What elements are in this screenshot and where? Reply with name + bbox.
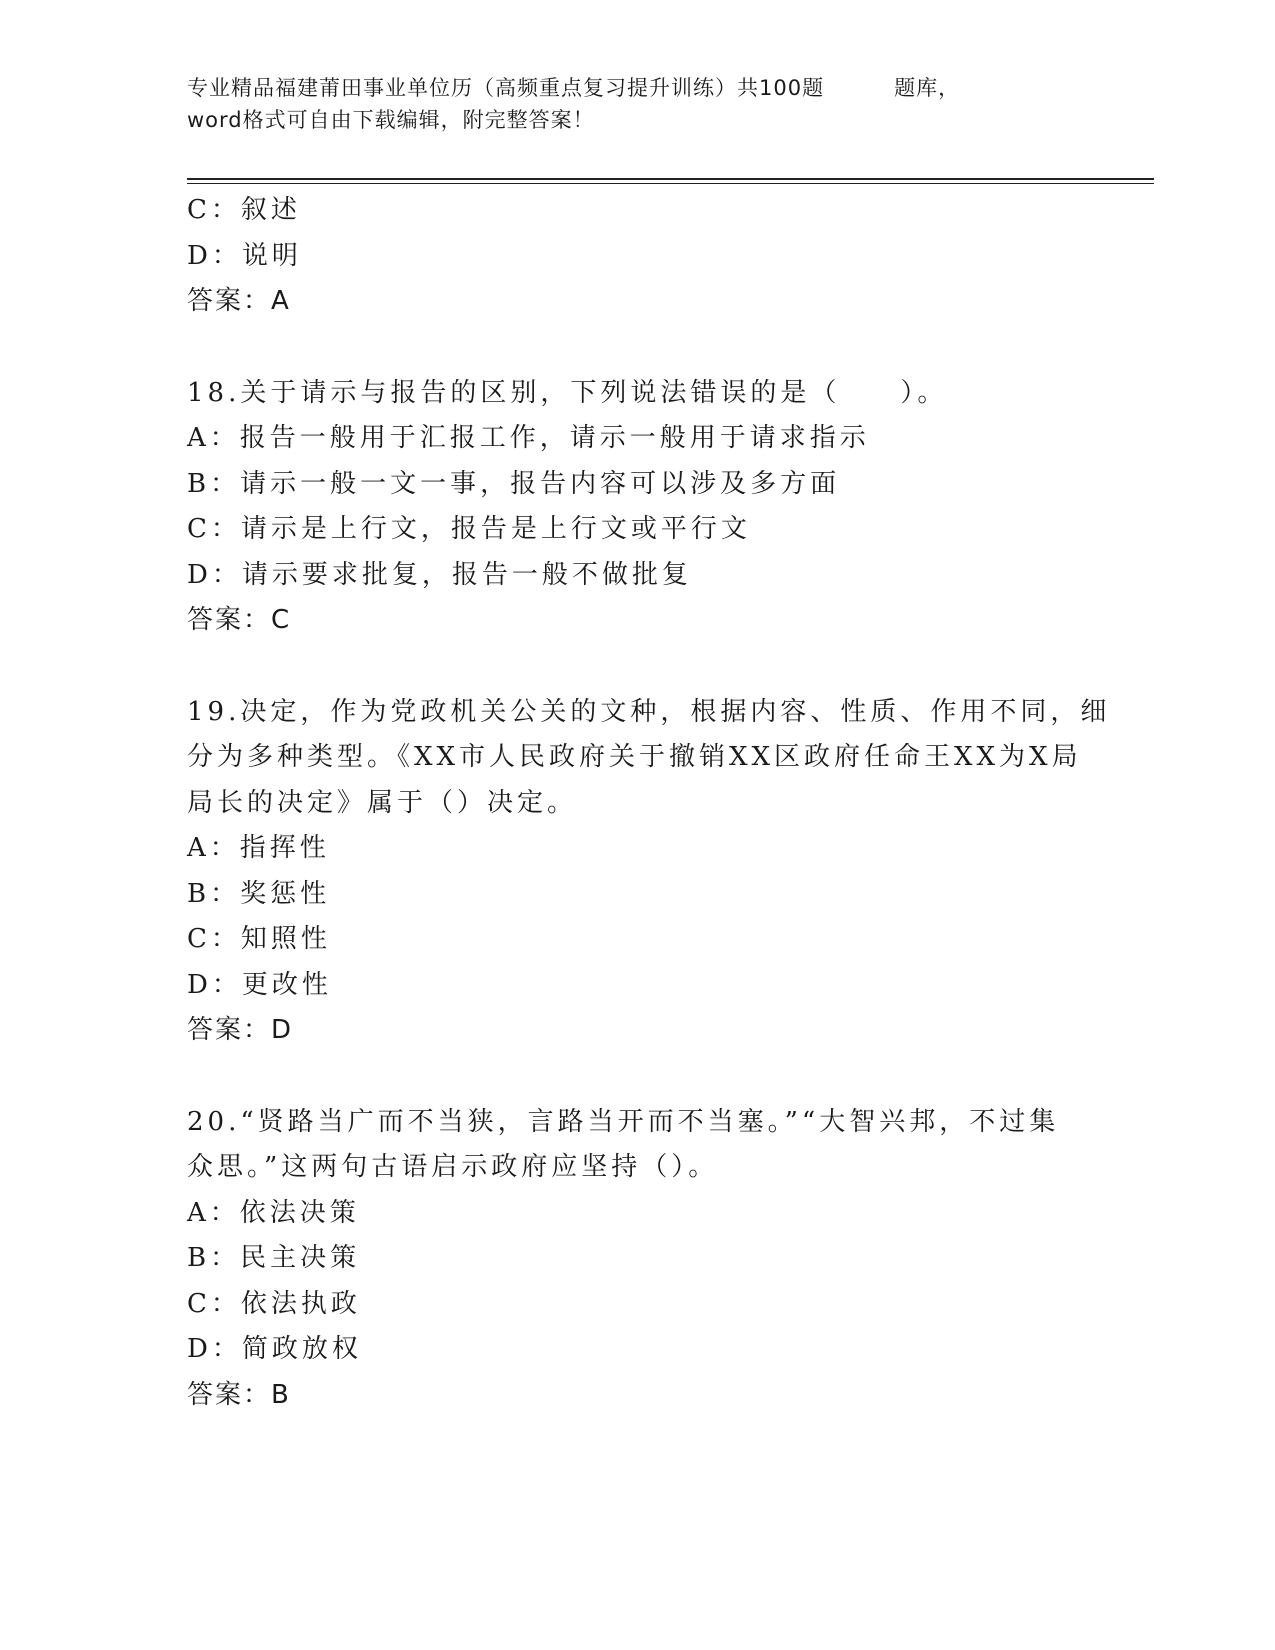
question-stem-line-2: 众思。”这两句古语启示政府应坚持（）。: [187, 1152, 719, 1182]
option-b: B：奖惩性: [187, 878, 331, 909]
option-d: D：请示要求批复，报告一般不做批复: [187, 559, 692, 590]
option-a: A：指挥性: [187, 833, 330, 863]
answer-value: A: [271, 286, 291, 316]
answer-value: B: [271, 1379, 291, 1410]
question-stem-line-1: 19.决定，作为党政机关公关的文种，根据内容、性质、作用不同，细: [187, 696, 1111, 727]
option-c: C：依法执政: [187, 1288, 361, 1319]
option-a: A：报告一般用于汇报工作，请示一般用于请求指示: [187, 423, 870, 453]
option-d: D：简政放权: [187, 1334, 362, 1364]
answer-line: 答案：A: [187, 286, 291, 316]
option-c: C：请示是上行文，报告是上行文或平行文: [187, 514, 751, 544]
answer-value: D: [271, 1015, 294, 1045]
option-c: C：知照性: [187, 924, 331, 954]
header-rule-thick: [187, 178, 1154, 180]
header-title: 专业精品福建莆田事业单位历（高频重点复习提升训练）共100题: [187, 76, 825, 100]
header-title-suffix: 题库，: [894, 76, 961, 100]
question-17-tail: [187, 188, 1087, 325]
header-line-2: word格式可自由下载编辑，附完整答案！: [187, 108, 595, 132]
option-a: A：依法决策: [187, 1197, 360, 1228]
answer-line: 答案：B: [187, 1379, 291, 1410]
option-d: D：更改性: [187, 969, 332, 1000]
option-d: D：说明: [187, 240, 302, 271]
option-c: C：叙述: [187, 195, 301, 225]
answer-value: C: [271, 605, 292, 635]
question-stem-line-1: 20.“贤路当广而不当狭，言路当开而不当塞。”“大智兴邦，不过集: [187, 1106, 1060, 1137]
option-b: B：请示一般一文一事，报告内容可以涉及多方面: [187, 468, 841, 499]
question-20: [187, 1100, 1087, 1419]
question-stem-line-3: 局长的决定》属于（）决定。: [187, 787, 578, 818]
answer-line: 答案：D: [187, 1015, 294, 1045]
question-content: [187, 188, 1111, 1418]
option-b: B：民主决策: [187, 1243, 361, 1273]
header-line-1: [187, 72, 1067, 104]
answer-line: 答案：C: [187, 605, 292, 635]
question-stem-line-2: 分为多种类型。《XX市人民政府关于撤销XX区政府任命王XX为X局: [187, 742, 1082, 772]
header-rule-thin: [187, 183, 1154, 184]
question-18: [187, 371, 1087, 644]
document-header: [187, 72, 1067, 136]
question-19: [187, 690, 1111, 1054]
question-stem: 18.关于请示与报告的区别，下列说法错误的是（ ）。: [187, 377, 948, 408]
